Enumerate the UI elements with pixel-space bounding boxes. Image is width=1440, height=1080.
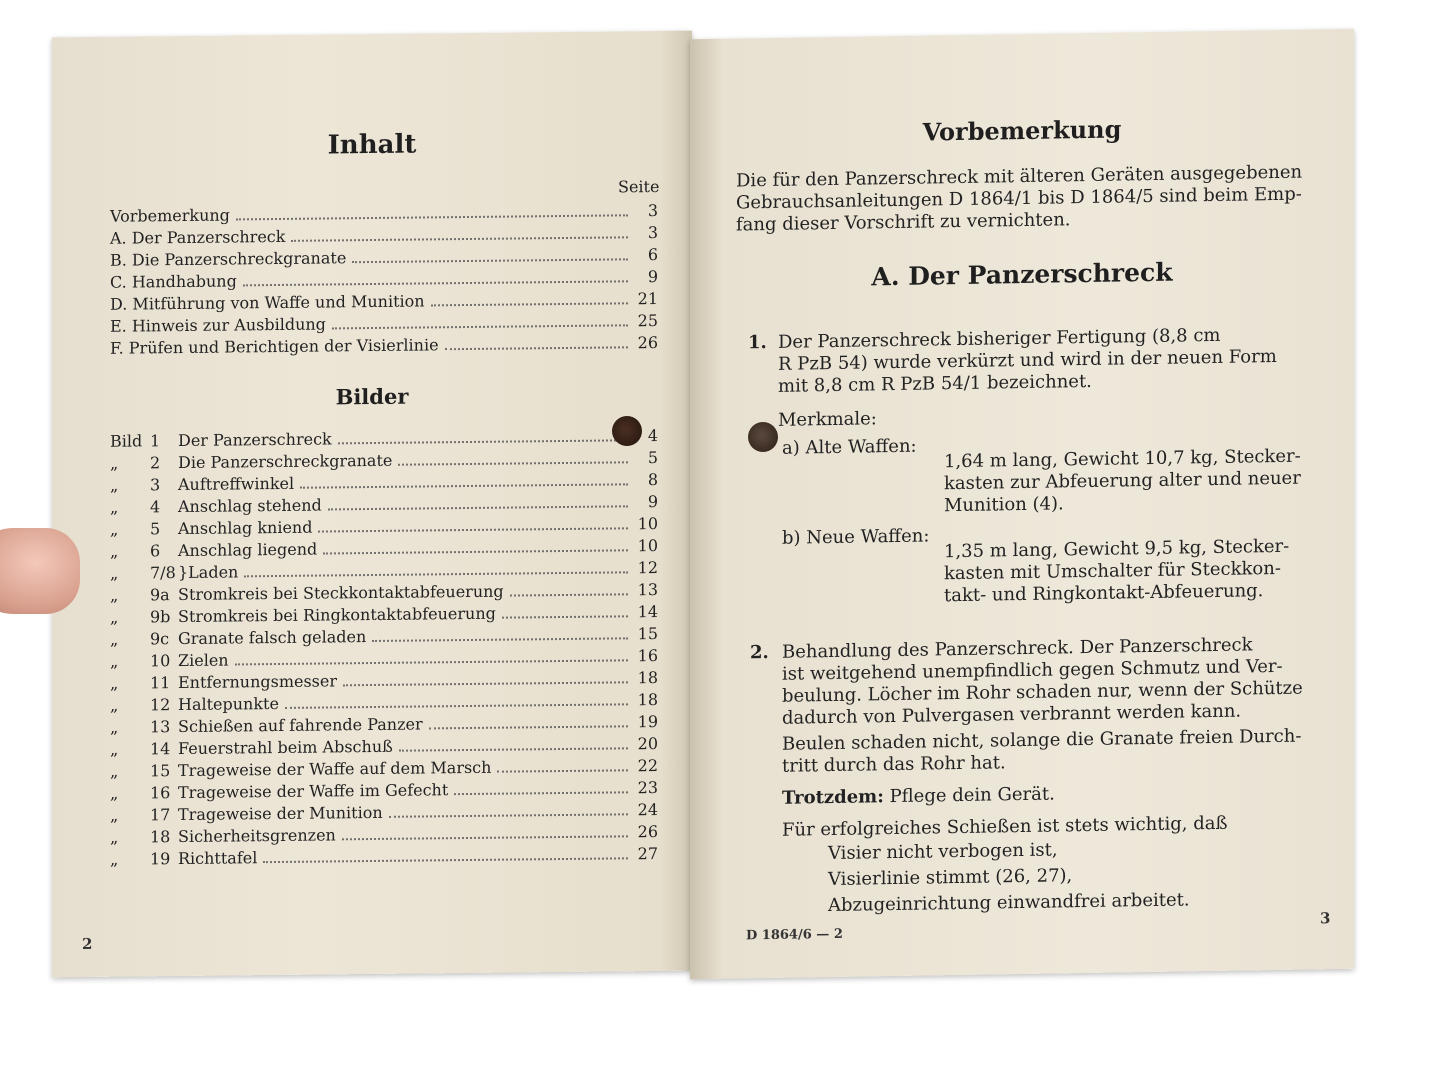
- leader-dots: [332, 324, 628, 329]
- row-text: Anschlag stehend: [178, 495, 322, 517]
- row-number: 12: [150, 695, 171, 715]
- row-prefix: „: [110, 783, 119, 803]
- leader-dots: [291, 236, 628, 242]
- row-text: Haltepunkte: [178, 693, 279, 715]
- row-page: 21: [637, 289, 658, 309]
- leader-dots: [285, 703, 628, 709]
- bilder-list: [110, 426, 658, 872]
- row-prefix: „: [110, 805, 119, 825]
- row-page: 9: [647, 267, 658, 287]
- checklist: [782, 833, 1318, 919]
- row-text: }Laden: [178, 562, 239, 583]
- row-text: Anschlag liegend: [178, 539, 318, 561]
- row-page: 15: [637, 624, 658, 644]
- row-page: 10: [637, 536, 658, 556]
- alte-waffen-label: a) Alte Waffen:: [782, 435, 917, 459]
- row-label: F. Prüfen und Berichtigen der Visierlinie: [110, 335, 439, 358]
- row-page: 14: [637, 602, 658, 622]
- preface-line: fang dieser Vorschrift zu vernichten.: [736, 209, 1071, 236]
- leader-dots: [343, 681, 628, 686]
- row-number: 19: [150, 849, 171, 869]
- row-page: 5: [647, 448, 658, 468]
- preface-line: Die für den Panzerschreck mit älteren Geräten ausgegebenen: [736, 161, 1303, 192]
- open-booklet: [52, 34, 1352, 974]
- row-page: 20: [637, 734, 658, 754]
- row-page: 4: [647, 426, 658, 446]
- neue-waffen-text: [944, 535, 1316, 607]
- row-prefix: „: [110, 607, 119, 627]
- alte-waffen-text: [944, 445, 1316, 517]
- footer-code: D 1864/6 — 2: [746, 926, 843, 944]
- page-number-right: 3: [1320, 909, 1331, 928]
- row-text: Anschlag kniend: [178, 517, 313, 539]
- row-text: Entfernungsmesser: [178, 671, 337, 693]
- leader-dots: [328, 505, 628, 510]
- row-label: [110, 604, 496, 627]
- trotzdem-text: Pflege dein Gerät.: [883, 783, 1055, 808]
- row-prefix: „: [110, 629, 119, 649]
- row-page: 6: [647, 245, 658, 265]
- checklist-item: Visierlinie stimmt (26, 27),: [828, 865, 1073, 891]
- row-prefix: „: [110, 761, 119, 781]
- row-text: Auftreffwinkel: [178, 473, 295, 495]
- toc-title: Inhalt: [327, 129, 417, 161]
- row-label: A. Der Panzerschreck: [110, 226, 286, 248]
- holding-thumb: [0, 528, 80, 614]
- row-label: [110, 671, 337, 692]
- paragraph-1-line: Der Panzerschreck bisheriger Fertigung (8,8 cm: [778, 324, 1221, 353]
- row-page: 22: [637, 756, 658, 776]
- row-text: Feuerstrahl beim Abschuß: [178, 736, 393, 759]
- leader-dots: [236, 214, 628, 220]
- paragraph-number-1: 1.: [748, 332, 767, 354]
- row-prefix: „: [110, 651, 119, 671]
- row-number: 2: [150, 453, 161, 473]
- trotzdem-label: Trotzdem:: [782, 786, 884, 809]
- row-number: 16: [150, 783, 171, 803]
- row-prefix: „: [110, 827, 119, 847]
- row-text: Stromkreis bei Ringkontaktabfeuerung: [178, 603, 496, 627]
- leader-dots: [235, 659, 628, 665]
- row-prefix: „: [110, 585, 119, 605]
- row-number: 15: [150, 761, 171, 781]
- section-title: A. Der Panzerschreck: [871, 257, 1173, 292]
- leader-dots: [497, 769, 628, 772]
- paragraph-1: [778, 324, 1308, 432]
- paragraph-2-line: tritt durch das Rohr hat.: [782, 752, 1006, 777]
- leader-dots: [323, 549, 628, 554]
- row-label: [110, 780, 448, 803]
- row-label: [110, 825, 336, 846]
- row-page: 10: [637, 514, 658, 534]
- leader-dots: [429, 725, 628, 729]
- row-page: 3: [647, 223, 658, 243]
- row-number: 1: [150, 431, 161, 451]
- row-text: Der Panzerschreck: [178, 429, 332, 451]
- row-number: 18: [150, 827, 171, 847]
- row-label: E. Hinweis zur Ausbildung: [110, 314, 326, 336]
- row-label: [110, 694, 279, 715]
- leader-dots: [445, 346, 628, 350]
- right-page: [690, 29, 1354, 979]
- preface-text: [736, 161, 1316, 236]
- row-prefix: „: [110, 453, 119, 473]
- row-number: 9a: [150, 585, 170, 605]
- row-label: [110, 627, 366, 649]
- row-label: [110, 429, 332, 450]
- row-number: 5: [150, 519, 161, 539]
- row-prefix: „: [110, 563, 119, 583]
- alte-waffen-line: 1,64 m lang, Gewicht 10,7 kg, Stecker-: [944, 445, 1301, 473]
- leader-dots: [399, 747, 628, 751]
- row-prefix: Bild: [110, 431, 143, 451]
- row-text: Zielen: [178, 650, 229, 671]
- row-page: 26: [637, 333, 658, 353]
- alte-waffen-line: kasten zur Abfeuerung alter und neuer: [944, 467, 1301, 495]
- trotzdem-line: [782, 779, 1318, 809]
- row-prefix: „: [110, 673, 119, 693]
- toc-list: [110, 201, 658, 361]
- row-label: [110, 848, 257, 869]
- neue-waffen-line: kasten mit Umschalter für Steckkon-: [944, 557, 1281, 585]
- leader-dots: [243, 280, 628, 286]
- row-number: 13: [150, 717, 171, 737]
- row-number: 4: [150, 497, 161, 517]
- punch-hole-left: [612, 416, 642, 446]
- leader-dots: [502, 615, 628, 618]
- row-page: 19: [637, 712, 658, 732]
- row-label: [110, 758, 491, 781]
- row-prefix: „: [110, 849, 119, 869]
- row-number: 14: [150, 739, 171, 759]
- row-text: Stromkreis bei Steckkontaktabfeuerung: [178, 581, 504, 605]
- page-number-left: 2: [82, 934, 93, 954]
- row-number: 3: [150, 475, 161, 495]
- row-label: [110, 451, 392, 473]
- row-prefix: „: [110, 695, 119, 715]
- leader-dots: [318, 527, 628, 532]
- bilder-title: Bilder: [335, 383, 409, 410]
- neue-waffen-line: takt- und Ringkontakt-Abfeuerung.: [944, 580, 1264, 607]
- left-page: [52, 31, 692, 978]
- paragraph-2-line: dadurch von Pulvergasen verbrannt werden kann.: [782, 700, 1242, 729]
- leader-dots: [244, 571, 628, 577]
- leader-dots: [338, 439, 628, 444]
- bilder-row: [110, 844, 658, 872]
- row-label: [110, 540, 317, 561]
- leader-dots: [510, 593, 628, 596]
- row-text: Granate falsch geladen: [178, 627, 367, 649]
- row-label: Vorbemerkung: [110, 205, 230, 226]
- paragraph-2-line: Behandlung des Panzerschreck. Der Panzerschreck: [782, 634, 1253, 663]
- row-label: [110, 714, 423, 736]
- paragraph-2-line: beulung. Löcher im Rohr schaden nur, wenn der Schütze: [782, 677, 1303, 707]
- row-page: 18: [637, 668, 658, 688]
- row-page: 9: [647, 492, 658, 512]
- row-text: Trageweise der Waffe im Gefecht: [178, 780, 449, 803]
- row-label: B. Die Panzerschreckgranate: [110, 248, 347, 270]
- row-text: Schießen auf fahrende Panzer: [178, 714, 423, 737]
- checklist-item: Visier nicht verbogen ist,: [828, 839, 1058, 865]
- leader-dots: [454, 791, 628, 795]
- leader-dots: [398, 461, 628, 465]
- row-page: 16: [637, 646, 658, 666]
- row-number: 10: [150, 651, 171, 671]
- toc-column-header: Seite: [618, 176, 660, 197]
- row-number: 11: [150, 673, 171, 693]
- alte-waffen-line: Munition (4).: [944, 493, 1064, 517]
- row-text: Die Panzerschreckgranate: [178, 450, 393, 473]
- row-page: 8: [647, 470, 658, 490]
- row-label: [110, 582, 504, 605]
- row-label: [110, 496, 322, 517]
- row-page: 24: [637, 800, 658, 820]
- paragraph-number-2: 2.: [750, 641, 769, 664]
- leader-dots: [389, 813, 628, 818]
- row-page: 12: [637, 558, 658, 578]
- row-page: 13: [637, 580, 658, 600]
- paragraph-2-line: ist weitgehend unempfindlich gegen Schmutz und Ver-: [782, 655, 1283, 685]
- paragraph-2-line: Beulen schaden nicht, solange die Granate freien Durch-: [782, 725, 1302, 755]
- leader-dots: [342, 835, 628, 840]
- row-prefix: „: [110, 519, 119, 539]
- row-page: 27: [637, 844, 658, 864]
- row-page: 3: [647, 201, 658, 221]
- schiessen-intro: Für erfolgreiches Schießen ist stets wichtig, daß: [782, 812, 1228, 841]
- neue-waffen-label: b) Neue Waffen:: [782, 525, 930, 549]
- row-label: D. Mitführung von Waffe und Munition: [110, 291, 425, 314]
- row-label: C. Handhabung: [110, 271, 237, 292]
- leader-dots: [300, 483, 628, 488]
- preface-line: Gebrauchsanleitungen D 1864/1 bis D 1864/5 sind beim Emp-: [736, 183, 1302, 214]
- paragraph-2: [782, 633, 1318, 919]
- paragraph-1-line: R PzB 54) wurde verkürzt und wird in der neuen Form: [778, 345, 1277, 375]
- row-prefix: „: [110, 497, 119, 517]
- row-page: 25: [637, 311, 658, 331]
- row-label: [110, 474, 294, 495]
- row-number: 17: [150, 805, 171, 825]
- row-label: [110, 651, 229, 671]
- leader-dots: [352, 258, 628, 263]
- row-prefix: „: [110, 739, 119, 759]
- row-prefix: „: [110, 541, 119, 561]
- neue-waffen-line: 1,35 m lang, Gewicht 9,5 kg, Stecker-: [944, 535, 1290, 563]
- row-page: 23: [637, 778, 658, 798]
- row-prefix: „: [110, 717, 119, 737]
- checklist-item: Abzugeinrichtung einwandfrei arbeitet.: [828, 889, 1190, 917]
- row-page: 26: [637, 822, 658, 842]
- row-number: 9b: [150, 607, 171, 627]
- row-text: Sicherheitsgrenzen: [178, 825, 336, 847]
- leader-dots: [372, 637, 628, 642]
- preface-title: Vorbemerkung: [922, 114, 1122, 147]
- row-label: [110, 562, 238, 582]
- paragraph-1-line: mit 8,8 cm R PzB 54/1 bezeichnet.: [778, 370, 1092, 397]
- merkmale-label: Merkmale:: [778, 408, 877, 431]
- row-label: [110, 803, 383, 825]
- row-text: Richttafel: [178, 848, 258, 869]
- punch-hole-right: [748, 422, 778, 452]
- row-text: Trageweise der Waffe auf dem Marsch: [178, 757, 492, 781]
- row-text: Trageweise der Munition: [178, 802, 383, 825]
- row-prefix: „: [110, 475, 119, 495]
- row-number: 7/8: [150, 563, 176, 583]
- row-number: 6: [150, 541, 161, 561]
- leader-dots: [431, 302, 628, 306]
- leader-dots: [263, 857, 628, 863]
- row-label: [110, 737, 393, 759]
- row-label: [110, 518, 312, 539]
- row-number: 9c: [150, 629, 170, 649]
- toc-row: [110, 333, 658, 361]
- row-page: 18: [637, 690, 658, 710]
